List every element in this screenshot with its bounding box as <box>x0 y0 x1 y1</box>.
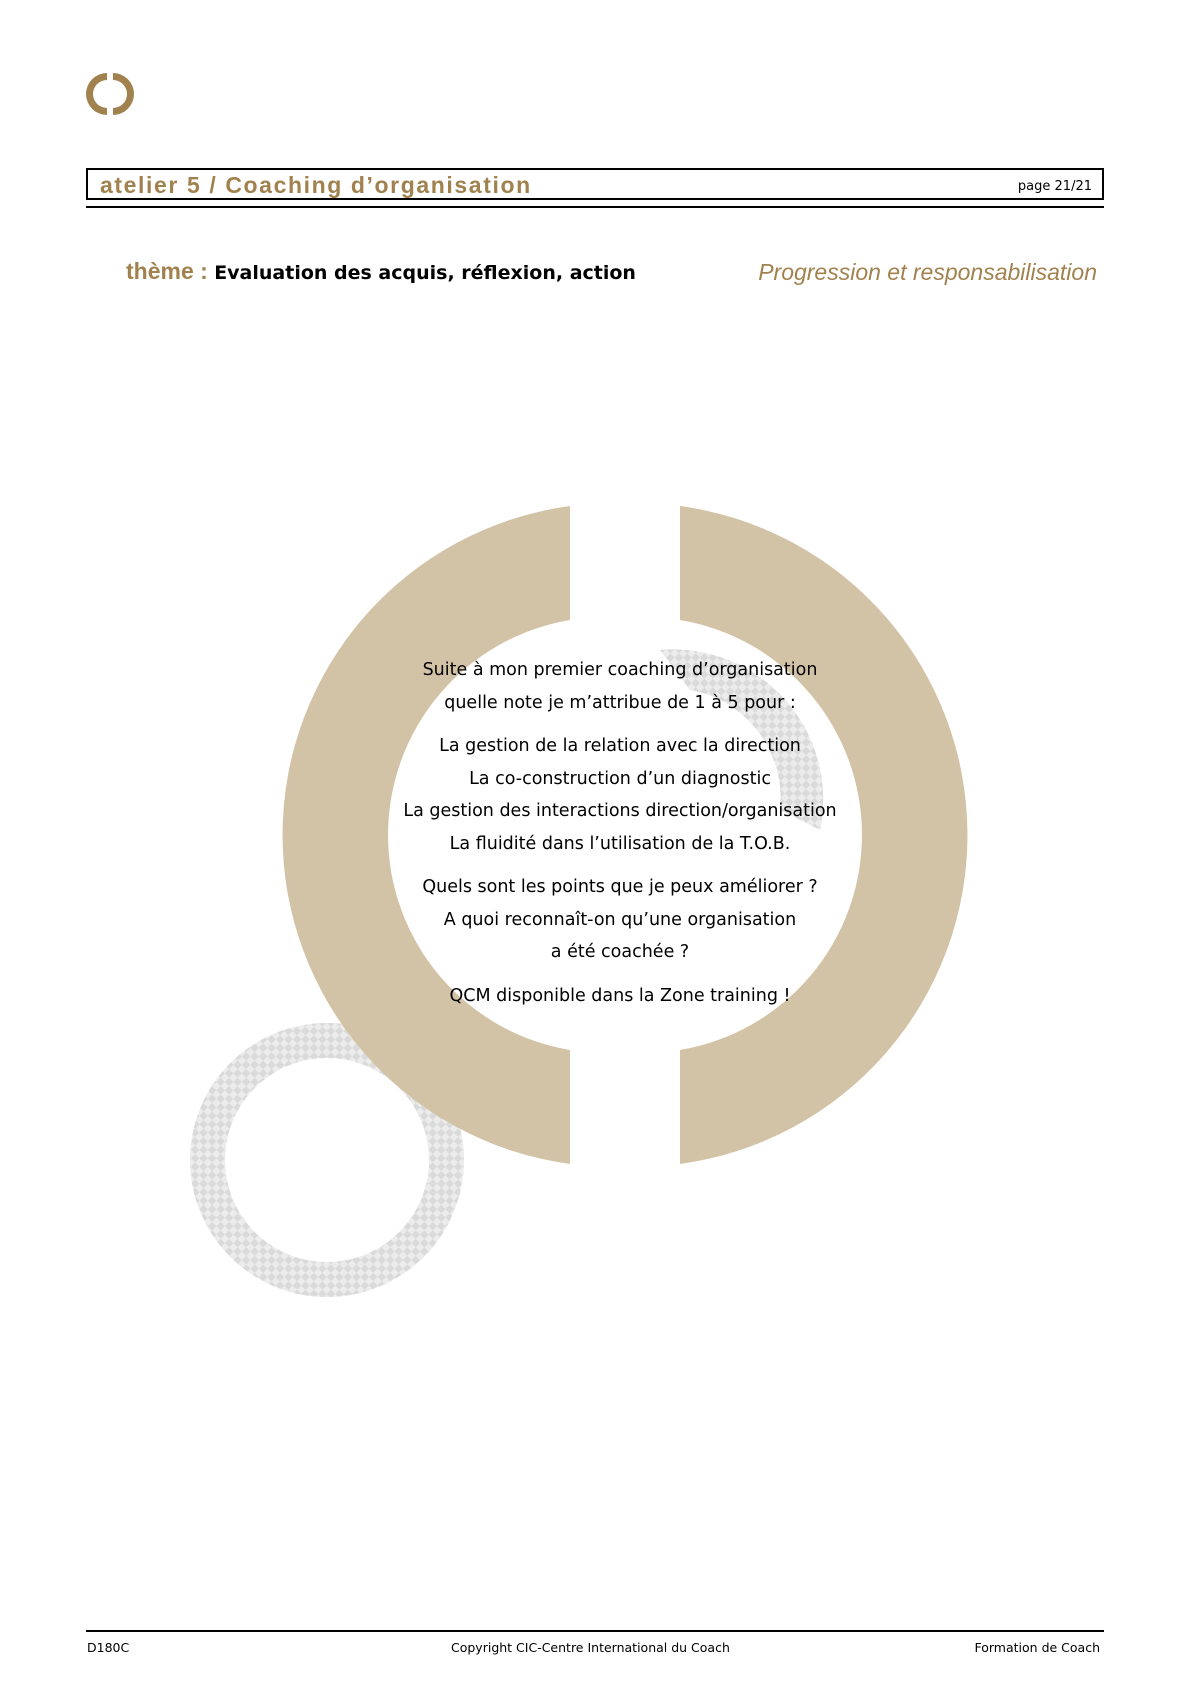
question-line: a été coachée ? <box>550 942 690 962</box>
section-subtitle: Progression et responsabilisation <box>758 259 1097 285</box>
intro-line: quelle note je m’attribue de 1 à 5 pour : <box>444 692 796 713</box>
criterion-item: La fluidité dans l’utilisation de la T.O.B. <box>449 833 791 854</box>
footer-document-code: D180C <box>87 1640 130 1655</box>
intro-line: Suite à mon premier coaching d’organisation <box>422 660 818 680</box>
page-number: page 21/21 <box>1017 179 1092 194</box>
question-line: Quels sont les points que je peux améliorer ? <box>422 877 818 897</box>
evaluation-questions <box>380 654 860 1012</box>
criterion-item: La gestion de la relation avec la direction <box>439 736 801 756</box>
criterion-item: La co-construction d’un diagnostic <box>469 768 771 789</box>
footer-copyright: Copyright CIC-Centre International du Coach <box>451 1640 730 1655</box>
theme-text: Evaluation des acquis, réflexion, action <box>214 262 636 284</box>
footer-program: Formation de Coach <box>974 1640 1100 1655</box>
question-line: A quoi reconnaît-on qu’une organisation <box>443 909 797 930</box>
page-title: atelier 5 / Coaching d’organisation <box>100 172 532 198</box>
theme-label: thème : <box>126 258 215 284</box>
footer-divider <box>86 1630 1104 1632</box>
closing-note: QCM disponible dans la Zone training ! <box>449 985 791 1006</box>
criterion-item: La gestion des interactions direction/organisation <box>403 801 837 821</box>
